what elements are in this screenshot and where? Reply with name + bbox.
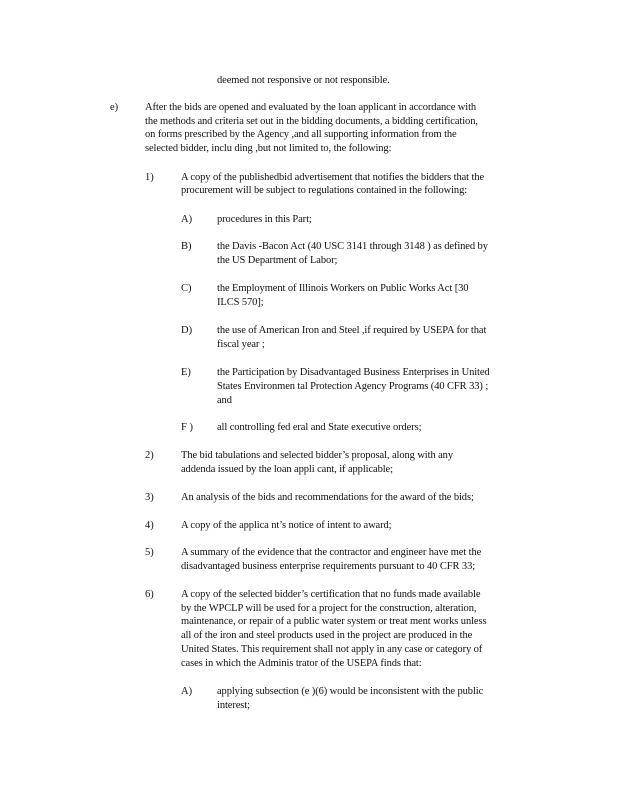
- para-e-line: the methods and criteria set out in the bidding documents, a bidding certification,: [145, 116, 478, 127]
- item-line: maintenance, or repair of a public water system or treat ment works unless: [181, 616, 487, 627]
- subitem-label: E): [181, 367, 191, 378]
- item-line: procurement will be subject to regulations contained in the following:: [181, 185, 468, 196]
- item-line: United States. This requirement shall not apply in any case or category of: [181, 644, 483, 655]
- item-label: 1): [145, 172, 154, 183]
- subitem-line: and: [217, 395, 232, 406]
- para-e-line: After the bids are opened and evaluated by the loan applicant in accordance with: [145, 102, 477, 113]
- subitem-label: F ): [181, 422, 193, 433]
- para-e-line: selected bidder, inclu ding ,but not limited to, the following:: [145, 143, 392, 154]
- subitem-line: interest;: [217, 700, 250, 711]
- subitem-label: B): [181, 241, 192, 252]
- item-line: A summary of the evidence that the contractor and engineer have met the: [181, 547, 482, 558]
- subitem-line: the Davis -Bacon Act (40 USC 3141 through 3148 ) as defined by: [217, 241, 488, 252]
- continued-line: deemed not responsive or not responsible.: [217, 75, 390, 86]
- subitem-line: States Environmen tal Protection Agency Programs (40 CFR 33) ;: [217, 381, 489, 392]
- subitem-line: procedures in this Part;: [217, 214, 312, 225]
- subitem-line: the US Department of Labor;: [217, 255, 338, 266]
- subitem-label: A): [181, 686, 193, 697]
- item-label: 6): [145, 589, 154, 600]
- subitem-line: ILCS 570];: [217, 297, 264, 308]
- subitem-label: A): [181, 214, 193, 225]
- item-line: A copy of the applica nt’s notice of intent to award;: [181, 520, 392, 531]
- item-label: 3): [145, 492, 154, 503]
- para-e-label: e): [110, 102, 119, 113]
- item-line: all of the iron and steel products used in the project are produced in the: [181, 630, 473, 641]
- item-line: disadvantaged business enterprise requirements pursuant to 40 CFR 33;: [181, 561, 476, 572]
- para-e-line: on forms prescribed by the Agency ,and all supporting information from the: [145, 129, 457, 140]
- subitem-line: the Employment of Illinois Workers on Public Works Act [30: [217, 283, 469, 294]
- subitem-label: C): [181, 283, 192, 294]
- item-line: A copy of the publishedbid advertisement that notifies the bidders that the: [181, 172, 485, 183]
- subitem-line: applying subsection (e )(6) would be inconsistent with the public: [217, 686, 484, 697]
- item-label: 5): [145, 547, 154, 558]
- item-line: The bid tabulations and selected bidder’s proposal, along with any: [181, 450, 453, 461]
- item-line: A copy of the selected bidder’s certification that no funds made available: [181, 589, 481, 600]
- subitem-line: the Participation by Disadvantaged Business Enterprises in United: [217, 367, 490, 378]
- item-line: by the WPCLP will be used for a project for the construction, alteration,: [181, 603, 477, 614]
- item-line: cases in which the Adminis trator of the USEPA finds that:: [181, 658, 422, 669]
- item-label: 4): [145, 520, 154, 531]
- subitem-line: the use of American Iron and Steel ,if required by USEPA for that: [217, 325, 487, 336]
- item-line: addenda issued by the loan appli cant, if applicable;: [181, 464, 393, 475]
- item-label: 2): [145, 450, 154, 461]
- item-line: An analysis of the bids and recommendations for the award of the bids;: [181, 492, 474, 503]
- subitem-line: fiscal year ;: [217, 339, 265, 350]
- subitem-label: D): [181, 325, 193, 336]
- subitem-line: all controlling fed eral and State executive orders;: [217, 422, 422, 433]
